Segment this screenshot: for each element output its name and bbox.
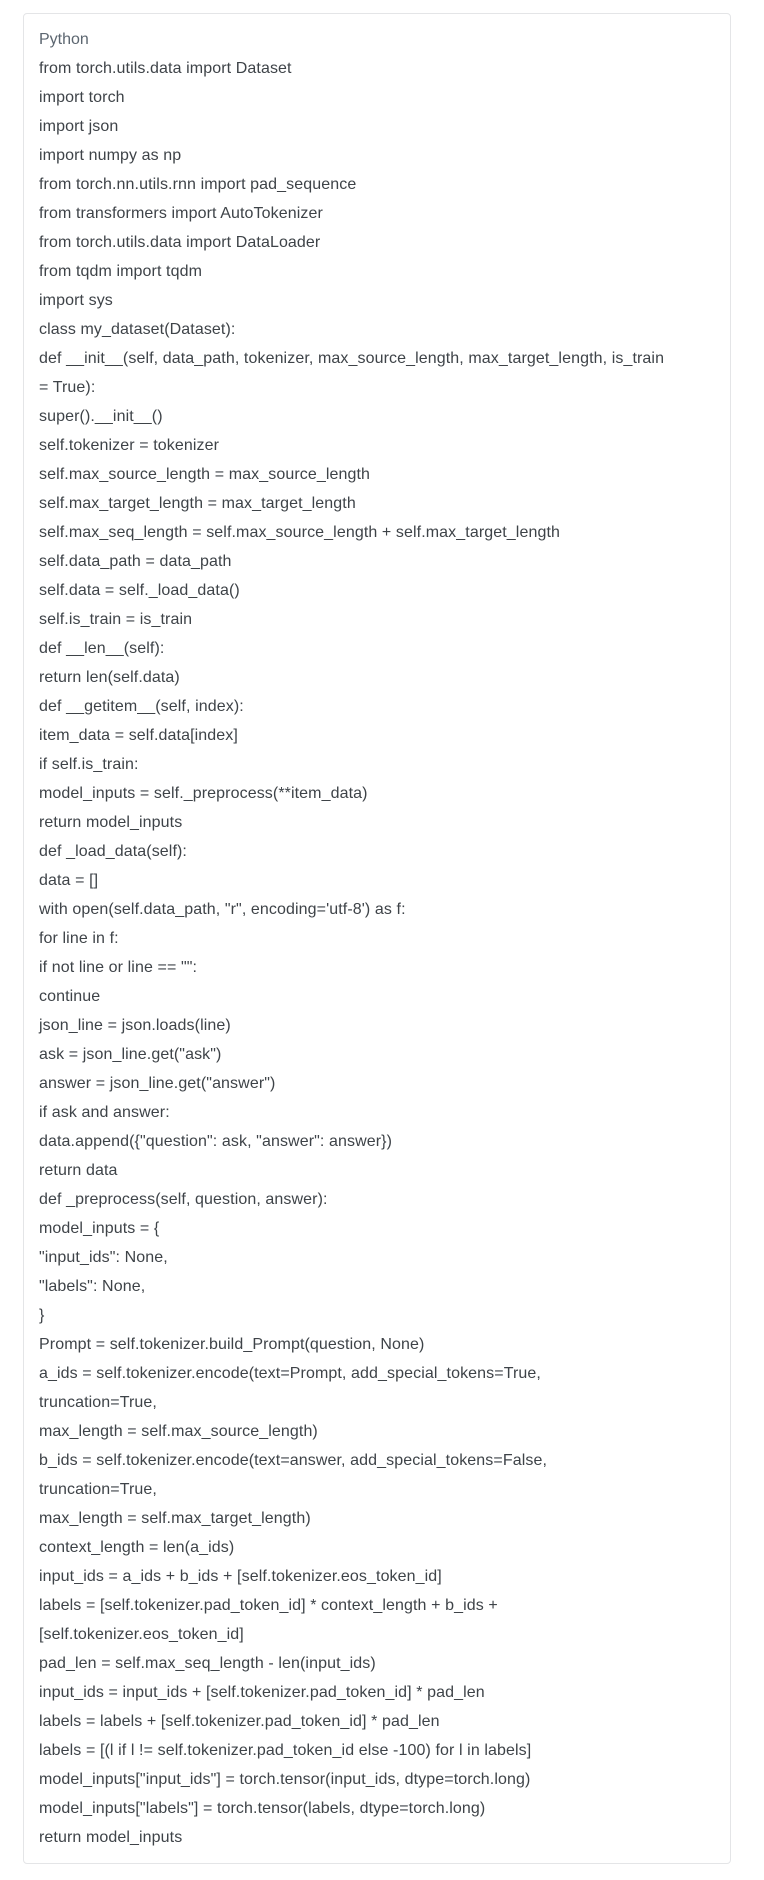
code-line: self.tokenizer = tokenizer bbox=[39, 437, 220, 454]
code-line: model_inputs = { bbox=[39, 1220, 160, 1237]
code-line: input_ids = a_ids + b_ids + [self.tokenizer.eos_token_id] bbox=[39, 1568, 442, 1585]
code-line: self.max_target_length = max_target_length bbox=[39, 495, 356, 512]
code-line: truncation=True, bbox=[39, 1481, 157, 1498]
code-line: super().__init__() bbox=[39, 408, 163, 425]
code-line: labels = labels + [self.tokenizer.pad_token_id] * pad_len bbox=[39, 1713, 440, 1730]
code-line: from torch.utils.data import DataLoader bbox=[39, 234, 321, 251]
code-line: if ask and answer: bbox=[39, 1104, 170, 1121]
code-line: input_ids = input_ids + [self.tokenizer.pad_token_id] * pad_len bbox=[39, 1684, 485, 1701]
code-line: def _load_data(self): bbox=[39, 843, 187, 860]
code-line: def _preprocess(self, question, answer): bbox=[39, 1191, 328, 1208]
code-line: self.max_seq_length = self.max_source_length + self.max_target_length bbox=[39, 524, 560, 541]
code-line: if not line or line == "": bbox=[39, 959, 198, 976]
code-line: max_length = self.max_target_length) bbox=[39, 1510, 311, 1527]
code-line: pad_len = self.max_seq_length - len(input_ids) bbox=[39, 1655, 376, 1672]
code-line: answer = json_line.get("answer") bbox=[39, 1075, 276, 1092]
code-line: Prompt = self.tokenizer.build_Prompt(question, None) bbox=[39, 1336, 425, 1353]
code-line: data = [] bbox=[39, 872, 99, 889]
code-line: "labels": None, bbox=[39, 1278, 146, 1295]
code-line: import torch bbox=[39, 89, 125, 106]
code-line: def __init__(self, data_path, tokenizer, max_source_length, max_target_length, is_train bbox=[39, 350, 665, 367]
code-line: ask = json_line.get("ask") bbox=[39, 1046, 222, 1063]
code-line: import sys bbox=[39, 292, 113, 309]
code-line: data.append({"question": ask, "answer": answer}) bbox=[39, 1133, 393, 1150]
code-line: from torch.utils.data import Dataset bbox=[39, 60, 292, 77]
code-line: self.max_source_length = max_source_length bbox=[39, 466, 371, 483]
code-block bbox=[23, 13, 731, 1864]
code-line: with open(self.data_path, "r", encoding='utf-8') as f: bbox=[39, 901, 406, 918]
code-language-label: Python bbox=[39, 31, 89, 48]
code-line: } bbox=[39, 1307, 45, 1324]
code-line: truncation=True, bbox=[39, 1394, 157, 1411]
code-line: from tqdm import tqdm bbox=[39, 263, 203, 280]
code-line: labels = [self.tokenizer.pad_token_id] * context_length + b_ids + bbox=[39, 1597, 498, 1614]
code-line: from torch.nn.utils.rnn import pad_sequence bbox=[39, 176, 357, 193]
code-line: labels = [(l if l != self.tokenizer.pad_token_id else -100) for l in labels] bbox=[39, 1742, 532, 1759]
code-line: [self.tokenizer.eos_token_id] bbox=[39, 1626, 244, 1643]
code-line: class my_dataset(Dataset): bbox=[39, 321, 236, 338]
code-line: context_length = len(a_ids) bbox=[39, 1539, 235, 1556]
code-line: import numpy as np bbox=[39, 147, 182, 164]
code-line: model_inputs = self._preprocess(**item_data) bbox=[39, 785, 368, 802]
code-line: for line in f: bbox=[39, 930, 119, 947]
code-line: if self.is_train: bbox=[39, 756, 139, 773]
code-line: item_data = self.data[index] bbox=[39, 727, 238, 744]
code-content bbox=[39, 54, 715, 1852]
code-line: return data bbox=[39, 1162, 118, 1179]
code-line: self.is_train = is_train bbox=[39, 611, 193, 628]
code-line: json_line = json.loads(line) bbox=[39, 1017, 231, 1034]
code-line: return model_inputs bbox=[39, 814, 183, 831]
code-line: self.data = self._load_data() bbox=[39, 582, 240, 599]
code-line: model_inputs["input_ids"] = torch.tensor(input_ids, dtype=torch.long) bbox=[39, 1771, 531, 1788]
code-line: return model_inputs bbox=[39, 1829, 183, 1846]
code-line: def __getitem__(self, index): bbox=[39, 698, 244, 715]
code-line: model_inputs["labels"] = torch.tensor(labels, dtype=torch.long) bbox=[39, 1800, 486, 1817]
code-line: b_ids = self.tokenizer.encode(text=answer, add_special_tokens=False, bbox=[39, 1452, 548, 1469]
code-line: max_length = self.max_source_length) bbox=[39, 1423, 318, 1440]
code-line: from transformers import AutoTokenizer bbox=[39, 205, 323, 222]
code-line: self.data_path = data_path bbox=[39, 553, 232, 570]
code-line: continue bbox=[39, 988, 101, 1005]
code-line: "input_ids": None, bbox=[39, 1249, 168, 1266]
code-line: a_ids = self.tokenizer.encode(text=Prompt, add_special_tokens=True, bbox=[39, 1365, 541, 1382]
code-line: return len(self.data) bbox=[39, 669, 180, 686]
code-line: = True): bbox=[39, 379, 96, 396]
code-line: import json bbox=[39, 118, 119, 135]
code-line: def __len__(self): bbox=[39, 640, 165, 657]
